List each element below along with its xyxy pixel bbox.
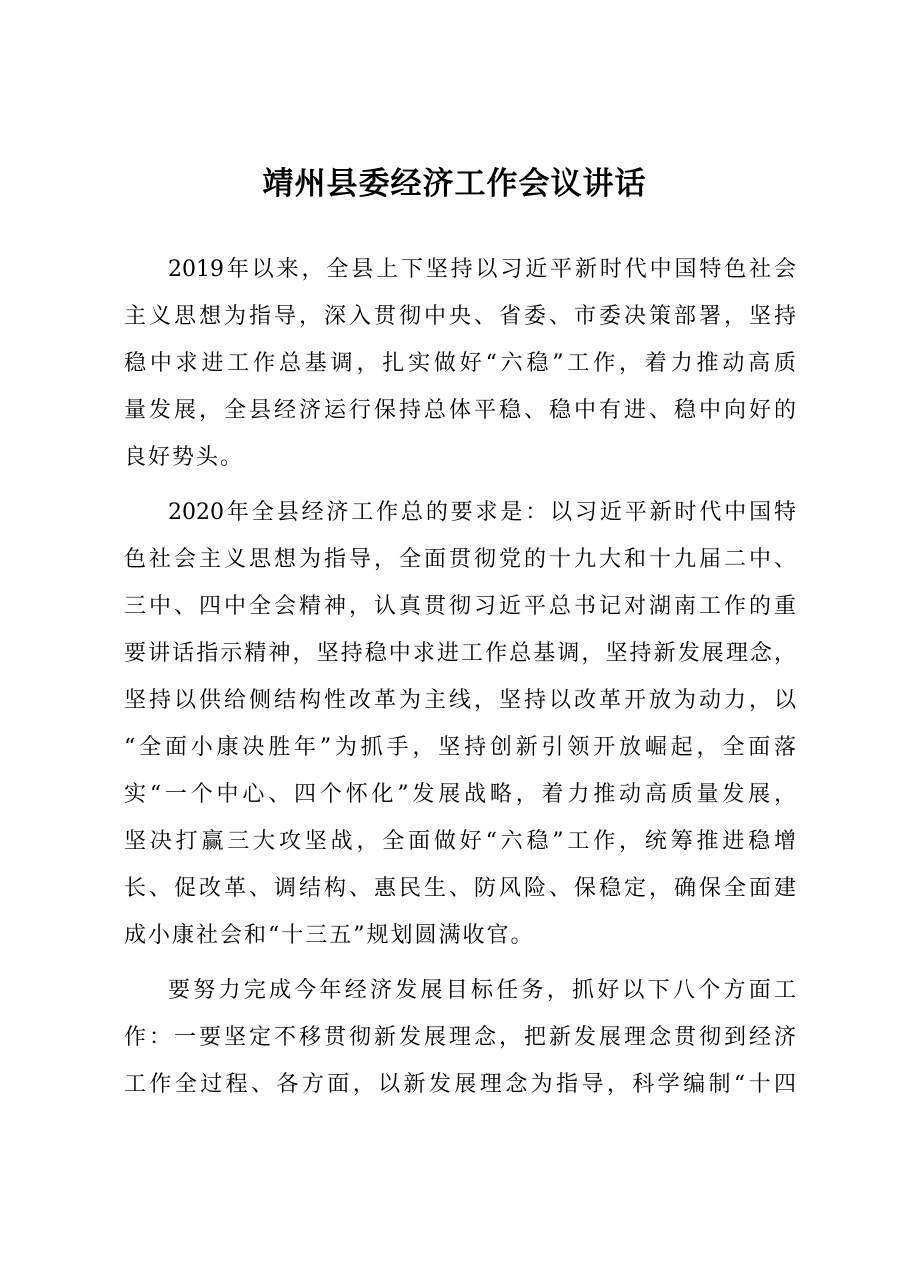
document-title: 靖州县委经济工作会议讲话 bbox=[262, 166, 647, 202]
paragraph-2 bbox=[124, 489, 796, 959]
paragraph-line: 实“一个中心、四个怀化”发展战略，着力推动高质量发展， bbox=[124, 782, 796, 807]
paragraph-line: 量发展，全县经济运行保持总体平稳、稳中有进、稳中向好的 bbox=[124, 398, 796, 423]
paragraph-line: 三中、四中全会精神，认真贯彻习近平总书记对湖南工作的重 bbox=[124, 594, 796, 619]
paragraph-line: “全面小康决胜年”为抓手，坚持创新引领开放崛起，全面落 bbox=[124, 735, 796, 760]
paragraph-line: 成小康社会和“十三五”规划圆满收官。 bbox=[124, 923, 535, 948]
paragraph-line: 良好势头。 bbox=[124, 445, 245, 470]
paragraph-line: 坚持以供给侧结构性改革为主线，坚持以改革开放为动力，以 bbox=[124, 688, 796, 713]
paragraph-line: 要努力完成今年经济发展目标任务，抓好以下八个方面工 bbox=[168, 978, 796, 1003]
paragraph-line: 作：一要坚定不移贯彻新发展理念，把新发展理念贯彻到经济 bbox=[124, 1025, 796, 1050]
paragraph-line: 稳中求进工作总基调，扎实做好“六稳”工作，着力推动高质 bbox=[124, 351, 796, 376]
paragraph-line: 要讲话指示精神，坚持稳中求进工作总基调，坚持新发展理念， bbox=[124, 641, 796, 666]
document-body bbox=[124, 246, 796, 1116]
paragraph-1 bbox=[124, 246, 796, 481]
paragraph-line: 工作全过程、各方面，以新发展理念为指导，科学编制“十四 bbox=[124, 1072, 796, 1097]
paragraph-line: 坚决打赢三大攻坚战，全面做好“六稳”工作，统筹推进稳增 bbox=[124, 829, 796, 854]
paragraph-line: 色社会主义思想为指导，全面贯彻党的十九大和十九届二中、 bbox=[124, 547, 796, 572]
paragraph-line: 2019年以来，全县上下坚持以习近平新时代中国特色社会 bbox=[168, 257, 796, 282]
paragraph-line: 2020年全县经济工作总的要求是：以习近平新时代中国特 bbox=[168, 500, 796, 525]
paragraph-3 bbox=[124, 967, 796, 1108]
paragraph-line: 长、促改革、调结构、惠民生、防风险、保稳定，确保全面建 bbox=[124, 876, 796, 901]
paragraph-line: 主义思想为指导，深入贯彻中央、省委、市委决策部署，坚持 bbox=[124, 304, 796, 329]
